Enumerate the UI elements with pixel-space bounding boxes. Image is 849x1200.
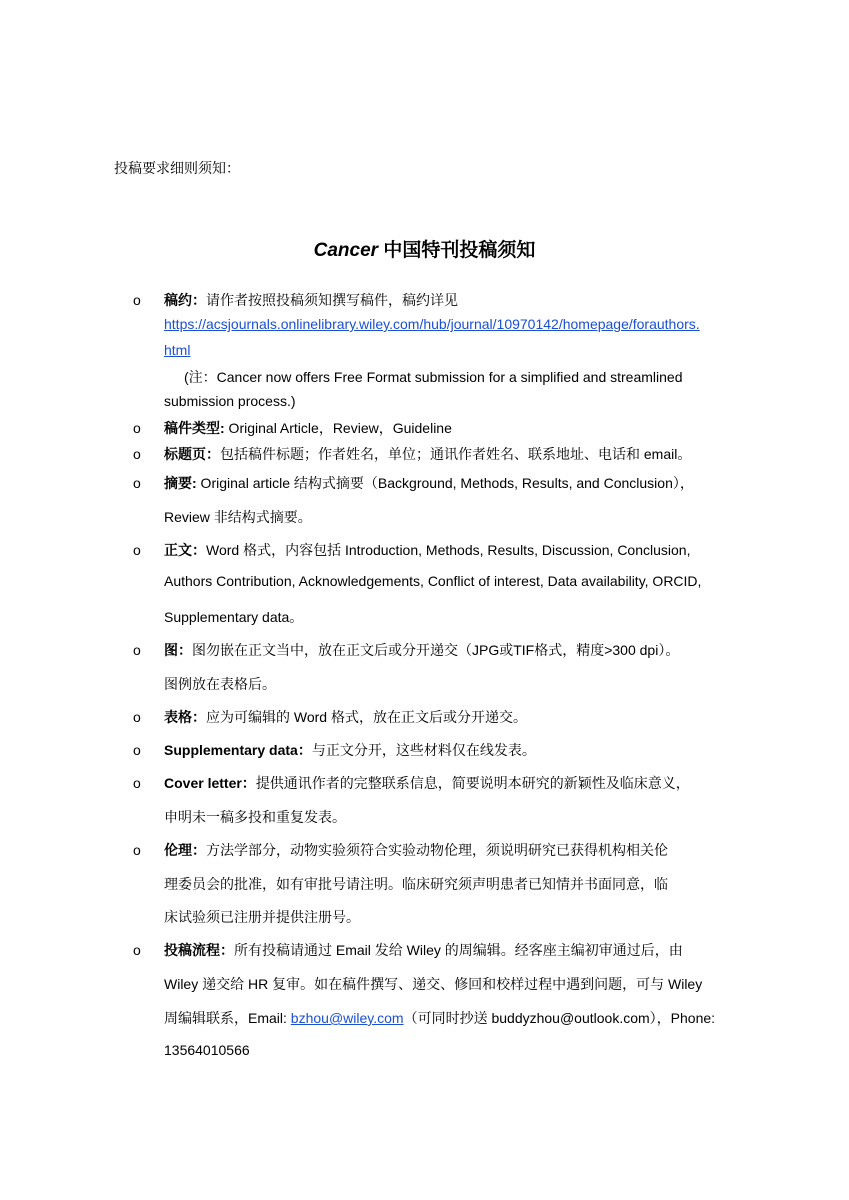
bullet-icon: o xyxy=(133,709,141,725)
bullet-icon: o xyxy=(133,542,141,558)
item-label: 摘要: xyxy=(164,475,197,491)
item-label: 伦理： xyxy=(164,842,206,858)
item-text: 提供通讯作者的完整联系信息，简要说明本研究的新颖性及临床意义， xyxy=(255,775,690,791)
bullet-icon: o xyxy=(133,642,141,658)
item-label: Cover letter： xyxy=(164,775,256,791)
item-line xyxy=(164,290,458,310)
item-text-cont: Supplementary data。 xyxy=(164,609,304,625)
item-line xyxy=(164,940,683,960)
item-label: Supplementary data： xyxy=(164,742,312,758)
title-journal-name: Cancer xyxy=(313,240,379,261)
item-label: 稿件类型: xyxy=(164,420,225,436)
item-text-cont: Authors Contribution, Acknowledgements, Conflict of interest, Data availability, ORCID, xyxy=(164,573,702,589)
item-text: Original article 结构式摘要（Background, Methods, Results, and Conclusion）， xyxy=(196,475,694,491)
item-text: 应为可编辑的 Word 格式，放在正文后或分开递交。 xyxy=(206,709,527,725)
item-label: 表格： xyxy=(164,709,206,725)
bullet-icon: o xyxy=(133,475,141,491)
author-guidelines-link[interactable]: https://acsjournals.onlinelibrary.wiley.com/hub/journal/10970142/homepage/forauthors. xyxy=(164,316,700,332)
item-text-cont xyxy=(164,1008,715,1028)
item-text-cont: 床试验须已注册并提供注册号。 xyxy=(164,909,360,925)
author-guidelines-link-cont[interactable]: html xyxy=(164,342,191,358)
item-label: 图： xyxy=(164,642,192,658)
intro-heading: 投稿要求细则须知： xyxy=(114,162,240,177)
item-line xyxy=(164,473,694,493)
title-rest: 中国特刊投稿须知 xyxy=(378,240,536,261)
item-text: Word 格式，内容包括 Introduction, Methods, Results, Discussion, Conclusion, xyxy=(206,542,691,558)
item-text-cont: 申明未一稿多投和重复发表。 xyxy=(164,809,346,825)
bullet-icon: o xyxy=(133,292,141,308)
item-text-cont: Review 非结构式摘要。 xyxy=(164,509,312,525)
item-text-cont: 图例放在表格后。 xyxy=(164,676,276,692)
note-text-cont: submission process.) xyxy=(164,393,296,409)
item-text: 请作者按照投稿须知撰写稿件，稿约详见 xyxy=(206,292,458,308)
bullet-icon: o xyxy=(133,420,141,436)
phone-number: 13564010566 xyxy=(164,1042,250,1058)
item-text: Original Article，Review，Guideline xyxy=(224,420,452,436)
item-label: 标题页： xyxy=(164,446,220,462)
item-text-cont: 理委员会的批准，如有审批号请注明。临床研究须声明患者已知情并书面同意，临 xyxy=(164,876,668,892)
item-line xyxy=(164,640,679,660)
item-line xyxy=(164,840,668,860)
contact-text: 周编辑联系，Email: xyxy=(164,1010,291,1026)
note-text: (注：Cancer now offers Free Format submission for a simplified and streamlined xyxy=(184,369,683,385)
item-text: 方法学部分，动物实验须符合实验动物伦理，须说明研究已获得机构相关伦 xyxy=(206,842,668,858)
contact-text-cont: （可同时抄送 buddyzhou@outlook.com），Phone: xyxy=(403,1010,716,1026)
item-line xyxy=(164,740,536,760)
bullet-icon: o xyxy=(133,742,141,758)
item-text: 所有投稿请通过 Email 发给 Wiley 的周编辑。经客座主编初审通过后，由 xyxy=(234,942,683,958)
bullet-icon: o xyxy=(133,942,141,958)
item-line xyxy=(164,540,690,560)
bullet-icon: o xyxy=(133,446,141,462)
item-line xyxy=(164,418,452,438)
item-line xyxy=(164,773,690,793)
item-text: 包括稿件标题；作者姓名，单位；通讯作者姓名、联系地址、电话和 email。 xyxy=(220,446,692,462)
item-text-cont: Wiley 递交给 HR 复审。如在稿件撰写、递交、修回和校样过程中遇到问题，可与 Wiley xyxy=(164,976,703,992)
item-text: 与正文分开，这些材料仅在线发表。 xyxy=(311,742,536,758)
item-label: 稿约： xyxy=(164,292,206,308)
item-line xyxy=(164,444,691,464)
item-label: 正文： xyxy=(164,542,206,558)
item-text: 图勿嵌在正文当中，放在正文后或分开递交（JPG或TIF格式，精度>300 dpi）。 xyxy=(192,642,680,658)
item-label: 投稿流程： xyxy=(164,942,234,958)
bullet-icon: o xyxy=(133,775,141,791)
bullet-icon: o xyxy=(133,842,141,858)
editor-email-link[interactable]: bzhou@wiley.com xyxy=(290,1010,404,1026)
item-line xyxy=(164,707,527,727)
